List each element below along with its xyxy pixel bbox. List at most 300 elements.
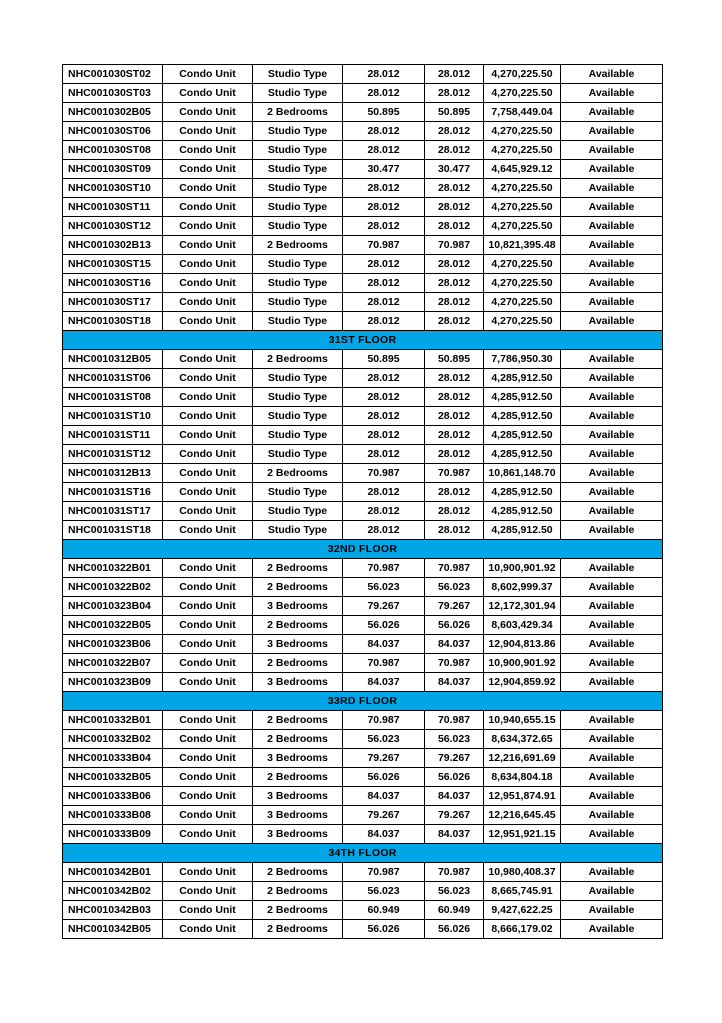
price-cell: 4,270,225.50 bbox=[484, 141, 561, 160]
status-cell: Available bbox=[561, 407, 663, 426]
table-row bbox=[63, 312, 663, 331]
status-cell: Available bbox=[561, 141, 663, 160]
saleable-area-cell: 28.012 bbox=[425, 388, 484, 407]
unit-code-cell: NHC001030ST08 bbox=[63, 141, 163, 160]
table-row bbox=[63, 787, 663, 806]
floor-header-row bbox=[63, 540, 663, 559]
unit-type-cell: Studio Type bbox=[253, 407, 343, 426]
unit-code-cell: NHC0010312B05 bbox=[63, 350, 163, 369]
table-row bbox=[63, 711, 663, 730]
category-cell: Condo Unit bbox=[163, 122, 253, 141]
unit-code-cell: NHC001030ST06 bbox=[63, 122, 163, 141]
category-cell: Condo Unit bbox=[163, 578, 253, 597]
status-cell: Available bbox=[561, 464, 663, 483]
category-cell: Condo Unit bbox=[163, 407, 253, 426]
unit-type-cell: 2 Bedrooms bbox=[253, 901, 343, 920]
unit-type-cell: 3 Bedrooms bbox=[253, 635, 343, 654]
category-cell: Condo Unit bbox=[163, 312, 253, 331]
saleable-area-cell: 28.012 bbox=[425, 502, 484, 521]
price-cell: 12,216,645.45 bbox=[484, 806, 561, 825]
unit-code-cell: NHC001030ST16 bbox=[63, 274, 163, 293]
status-cell: Available bbox=[561, 274, 663, 293]
saleable-area-cell: 28.012 bbox=[425, 65, 484, 84]
unit-type-cell: 3 Bedrooms bbox=[253, 749, 343, 768]
unit-type-cell: Studio Type bbox=[253, 445, 343, 464]
category-cell: Condo Unit bbox=[163, 597, 253, 616]
unit-type-cell: 3 Bedrooms bbox=[253, 597, 343, 616]
floor-area-cell: 28.012 bbox=[343, 84, 425, 103]
unit-code-cell: NHC0010333B04 bbox=[63, 749, 163, 768]
saleable-area-cell: 79.267 bbox=[425, 749, 484, 768]
table-row bbox=[63, 198, 663, 217]
saleable-area-cell: 28.012 bbox=[425, 274, 484, 293]
unit-type-cell: Studio Type bbox=[253, 198, 343, 217]
floor-area-cell: 79.267 bbox=[343, 806, 425, 825]
status-cell: Available bbox=[561, 597, 663, 616]
price-cell: 8,603,429.34 bbox=[484, 616, 561, 635]
price-cell: 8,602,999.37 bbox=[484, 578, 561, 597]
unit-type-cell: 2 Bedrooms bbox=[253, 236, 343, 255]
unit-type-cell: Studio Type bbox=[253, 179, 343, 198]
status-cell: Available bbox=[561, 882, 663, 901]
unit-code-cell: NHC001031ST08 bbox=[63, 388, 163, 407]
floor-area-cell: 50.895 bbox=[343, 103, 425, 122]
table-row bbox=[63, 825, 663, 844]
floor-area-cell: 28.012 bbox=[343, 217, 425, 236]
floor-area-cell: 56.026 bbox=[343, 768, 425, 787]
unit-type-cell: 3 Bedrooms bbox=[253, 806, 343, 825]
table-row bbox=[63, 616, 663, 635]
floor-area-cell: 50.895 bbox=[343, 350, 425, 369]
table-row bbox=[63, 426, 663, 445]
floor-area-cell: 70.987 bbox=[343, 236, 425, 255]
unit-code-cell: NHC0010302B05 bbox=[63, 103, 163, 122]
category-cell: Condo Unit bbox=[163, 445, 253, 464]
status-cell: Available bbox=[561, 426, 663, 445]
floor-area-cell: 28.012 bbox=[343, 388, 425, 407]
unit-code-cell: NHC0010342B02 bbox=[63, 882, 163, 901]
status-cell: Available bbox=[561, 160, 663, 179]
saleable-area-cell: 56.026 bbox=[425, 768, 484, 787]
floor-area-cell: 56.023 bbox=[343, 578, 425, 597]
unit-type-cell: Studio Type bbox=[253, 217, 343, 236]
floor-area-cell: 28.012 bbox=[343, 274, 425, 293]
saleable-area-cell: 30.477 bbox=[425, 160, 484, 179]
price-cell: 10,821,395.48 bbox=[484, 236, 561, 255]
category-cell: Condo Unit bbox=[163, 768, 253, 787]
saleable-area-cell: 28.012 bbox=[425, 312, 484, 331]
status-cell: Available bbox=[561, 388, 663, 407]
floor-area-cell: 70.987 bbox=[343, 654, 425, 673]
floor-area-cell: 30.477 bbox=[343, 160, 425, 179]
unit-type-cell: 3 Bedrooms bbox=[253, 825, 343, 844]
table-row bbox=[63, 901, 663, 920]
floor-area-cell: 28.012 bbox=[343, 293, 425, 312]
status-cell: Available bbox=[561, 369, 663, 388]
floor-area-cell: 28.012 bbox=[343, 198, 425, 217]
unit-type-cell: 2 Bedrooms bbox=[253, 616, 343, 635]
unit-code-cell: NHC001031ST10 bbox=[63, 407, 163, 426]
unit-code-cell: NHC0010342B01 bbox=[63, 863, 163, 882]
table-row bbox=[63, 730, 663, 749]
floor-area-cell: 70.987 bbox=[343, 863, 425, 882]
price-cell: 4,285,912.50 bbox=[484, 502, 561, 521]
category-cell: Condo Unit bbox=[163, 806, 253, 825]
category-cell: Condo Unit bbox=[163, 559, 253, 578]
saleable-area-cell: 84.037 bbox=[425, 635, 484, 654]
unit-code-cell: NHC0010323B09 bbox=[63, 673, 163, 692]
status-cell: Available bbox=[561, 122, 663, 141]
unit-type-cell: Studio Type bbox=[253, 521, 343, 540]
category-cell: Condo Unit bbox=[163, 483, 253, 502]
saleable-area-cell: 56.023 bbox=[425, 578, 484, 597]
floor-area-cell: 28.012 bbox=[343, 141, 425, 160]
floor-area-cell: 70.987 bbox=[343, 711, 425, 730]
saleable-area-cell: 70.987 bbox=[425, 654, 484, 673]
status-cell: Available bbox=[561, 255, 663, 274]
price-cell: 7,786,950.30 bbox=[484, 350, 561, 369]
unit-code-cell: NHC001030ST11 bbox=[63, 198, 163, 217]
unit-code-cell: NHC001030ST15 bbox=[63, 255, 163, 274]
unit-type-cell: 3 Bedrooms bbox=[253, 787, 343, 806]
price-cell: 4,270,225.50 bbox=[484, 65, 561, 84]
table-row bbox=[63, 65, 663, 84]
price-cell: 12,216,691.69 bbox=[484, 749, 561, 768]
unit-code-cell: NHC0010333B09 bbox=[63, 825, 163, 844]
status-cell: Available bbox=[561, 521, 663, 540]
saleable-area-cell: 28.012 bbox=[425, 179, 484, 198]
saleable-area-cell: 28.012 bbox=[425, 141, 484, 160]
category-cell: Condo Unit bbox=[163, 255, 253, 274]
floor-header-label: 32ND FLOOR bbox=[63, 540, 663, 559]
category-cell: Condo Unit bbox=[163, 179, 253, 198]
unit-type-cell: Studio Type bbox=[253, 369, 343, 388]
unit-type-cell: 2 Bedrooms bbox=[253, 920, 343, 939]
table-row bbox=[63, 369, 663, 388]
table-row bbox=[63, 502, 663, 521]
unit-code-cell: NHC0010332B02 bbox=[63, 730, 163, 749]
floor-area-cell: 84.037 bbox=[343, 635, 425, 654]
price-cell: 10,861,148.70 bbox=[484, 464, 561, 483]
floor-header-row bbox=[63, 331, 663, 350]
floor-area-cell: 84.037 bbox=[343, 673, 425, 692]
saleable-area-cell: 56.026 bbox=[425, 920, 484, 939]
unit-code-cell: NHC0010342B05 bbox=[63, 920, 163, 939]
table-row bbox=[63, 84, 663, 103]
price-cell: 10,900,901.92 bbox=[484, 559, 561, 578]
floor-area-cell: 28.012 bbox=[343, 483, 425, 502]
category-cell: Condo Unit bbox=[163, 502, 253, 521]
unit-code-cell: NHC0010342B03 bbox=[63, 901, 163, 920]
status-cell: Available bbox=[561, 103, 663, 122]
price-cell: 4,645,929.12 bbox=[484, 160, 561, 179]
saleable-area-cell: 79.267 bbox=[425, 806, 484, 825]
unit-type-cell: 2 Bedrooms bbox=[253, 711, 343, 730]
table-row bbox=[63, 578, 663, 597]
table-row bbox=[63, 255, 663, 274]
price-cell: 12,904,813.86 bbox=[484, 635, 561, 654]
floor-area-cell: 56.023 bbox=[343, 882, 425, 901]
status-cell: Available bbox=[561, 559, 663, 578]
status-cell: Available bbox=[561, 483, 663, 502]
status-cell: Available bbox=[561, 236, 663, 255]
unit-code-cell: NHC0010332B01 bbox=[63, 711, 163, 730]
price-cell: 4,285,912.50 bbox=[484, 407, 561, 426]
table-row bbox=[63, 407, 663, 426]
table-row bbox=[63, 122, 663, 141]
unit-type-cell: 2 Bedrooms bbox=[253, 882, 343, 901]
category-cell: Condo Unit bbox=[163, 730, 253, 749]
category-cell: Condo Unit bbox=[163, 654, 253, 673]
category-cell: Condo Unit bbox=[163, 369, 253, 388]
saleable-area-cell: 50.895 bbox=[425, 350, 484, 369]
price-cell: 4,285,912.50 bbox=[484, 369, 561, 388]
unit-code-cell: NHC001030ST10 bbox=[63, 179, 163, 198]
floor-area-cell: 70.987 bbox=[343, 559, 425, 578]
unit-code-cell: NHC001030ST17 bbox=[63, 293, 163, 312]
status-cell: Available bbox=[561, 616, 663, 635]
table-row bbox=[63, 141, 663, 160]
unit-type-cell: Studio Type bbox=[253, 293, 343, 312]
saleable-area-cell: 56.023 bbox=[425, 730, 484, 749]
unit-code-cell: NHC0010322B01 bbox=[63, 559, 163, 578]
category-cell: Condo Unit bbox=[163, 388, 253, 407]
saleable-area-cell: 84.037 bbox=[425, 673, 484, 692]
saleable-area-cell: 28.012 bbox=[425, 426, 484, 445]
saleable-area-cell: 70.987 bbox=[425, 559, 484, 578]
status-cell: Available bbox=[561, 730, 663, 749]
status-cell: Available bbox=[561, 901, 663, 920]
unit-code-cell: NHC0010322B07 bbox=[63, 654, 163, 673]
price-cell: 12,172,301.94 bbox=[484, 597, 561, 616]
category-cell: Condo Unit bbox=[163, 84, 253, 103]
saleable-area-cell: 56.023 bbox=[425, 882, 484, 901]
category-cell: Condo Unit bbox=[163, 863, 253, 882]
saleable-area-cell: 28.012 bbox=[425, 293, 484, 312]
saleable-area-cell: 28.012 bbox=[425, 369, 484, 388]
floor-area-cell: 79.267 bbox=[343, 597, 425, 616]
status-cell: Available bbox=[561, 711, 663, 730]
category-cell: Condo Unit bbox=[163, 141, 253, 160]
table-row bbox=[63, 236, 663, 255]
floor-header-row bbox=[63, 692, 663, 711]
price-cell: 12,951,921.15 bbox=[484, 825, 561, 844]
price-cell: 8,665,745.91 bbox=[484, 882, 561, 901]
category-cell: Condo Unit bbox=[163, 787, 253, 806]
price-cell: 4,270,225.50 bbox=[484, 274, 561, 293]
floor-area-cell: 28.012 bbox=[343, 369, 425, 388]
floor-area-cell: 28.012 bbox=[343, 502, 425, 521]
category-cell: Condo Unit bbox=[163, 616, 253, 635]
unit-type-cell: 2 Bedrooms bbox=[253, 768, 343, 787]
saleable-area-cell: 70.987 bbox=[425, 711, 484, 730]
table-body bbox=[63, 65, 663, 939]
category-cell: Condo Unit bbox=[163, 521, 253, 540]
unit-code-cell: NHC001030ST18 bbox=[63, 312, 163, 331]
price-cell: 4,285,912.50 bbox=[484, 445, 561, 464]
category-cell: Condo Unit bbox=[163, 901, 253, 920]
unit-type-cell: 2 Bedrooms bbox=[253, 559, 343, 578]
price-cell: 4,270,225.50 bbox=[484, 312, 561, 331]
category-cell: Condo Unit bbox=[163, 293, 253, 312]
status-cell: Available bbox=[561, 806, 663, 825]
unit-code-cell: NHC0010302B13 bbox=[63, 236, 163, 255]
unit-code-cell: NHC001030ST12 bbox=[63, 217, 163, 236]
unit-code-cell: NHC0010323B04 bbox=[63, 597, 163, 616]
unit-type-cell: Studio Type bbox=[253, 65, 343, 84]
saleable-area-cell: 28.012 bbox=[425, 198, 484, 217]
category-cell: Condo Unit bbox=[163, 274, 253, 293]
status-cell: Available bbox=[561, 863, 663, 882]
price-cell: 8,634,372.65 bbox=[484, 730, 561, 749]
status-cell: Available bbox=[561, 654, 663, 673]
floor-area-cell: 28.012 bbox=[343, 521, 425, 540]
unit-code-cell: NHC001031ST16 bbox=[63, 483, 163, 502]
price-cell: 4,270,225.50 bbox=[484, 122, 561, 141]
table-row bbox=[63, 559, 663, 578]
floor-area-cell: 28.012 bbox=[343, 312, 425, 331]
category-cell: Condo Unit bbox=[163, 464, 253, 483]
floor-header-label: 31ST FLOOR bbox=[63, 331, 663, 350]
floor-area-cell: 28.012 bbox=[343, 122, 425, 141]
saleable-area-cell: 70.987 bbox=[425, 863, 484, 882]
floor-header-label: 34TH FLOOR bbox=[63, 844, 663, 863]
status-cell: Available bbox=[561, 198, 663, 217]
saleable-area-cell: 60.949 bbox=[425, 901, 484, 920]
saleable-area-cell: 28.012 bbox=[425, 445, 484, 464]
unit-type-cell: 2 Bedrooms bbox=[253, 654, 343, 673]
unit-type-cell: Studio Type bbox=[253, 312, 343, 331]
table-row bbox=[63, 521, 663, 540]
table-row bbox=[63, 388, 663, 407]
unit-code-cell: NHC001031ST06 bbox=[63, 369, 163, 388]
unit-type-cell: Studio Type bbox=[253, 160, 343, 179]
price-cell: 4,270,225.50 bbox=[484, 293, 561, 312]
saleable-area-cell: 28.012 bbox=[425, 407, 484, 426]
status-cell: Available bbox=[561, 445, 663, 464]
price-cell: 4,270,225.50 bbox=[484, 255, 561, 274]
table-row bbox=[63, 673, 663, 692]
price-cell: 8,634,804.18 bbox=[484, 768, 561, 787]
table-row bbox=[63, 654, 663, 673]
floor-area-cell: 56.023 bbox=[343, 730, 425, 749]
price-cell: 4,285,912.50 bbox=[484, 388, 561, 407]
price-cell: 4,270,225.50 bbox=[484, 217, 561, 236]
status-cell: Available bbox=[561, 179, 663, 198]
table-row bbox=[63, 160, 663, 179]
floor-area-cell: 28.012 bbox=[343, 255, 425, 274]
saleable-area-cell: 70.987 bbox=[425, 464, 484, 483]
category-cell: Condo Unit bbox=[163, 426, 253, 445]
floor-area-cell: 28.012 bbox=[343, 445, 425, 464]
saleable-area-cell: 28.012 bbox=[425, 521, 484, 540]
category-cell: Condo Unit bbox=[163, 198, 253, 217]
unit-code-cell: NHC001030ST09 bbox=[63, 160, 163, 179]
status-cell: Available bbox=[561, 673, 663, 692]
unit-code-cell: NHC001031ST11 bbox=[63, 426, 163, 445]
price-cell: 12,904,859.92 bbox=[484, 673, 561, 692]
price-cell: 4,285,912.50 bbox=[484, 483, 561, 502]
saleable-area-cell: 28.012 bbox=[425, 84, 484, 103]
table-row bbox=[63, 350, 663, 369]
saleable-area-cell: 56.026 bbox=[425, 616, 484, 635]
unit-code-cell: NHC0010322B05 bbox=[63, 616, 163, 635]
price-cell: 12,951,874.91 bbox=[484, 787, 561, 806]
category-cell: Condo Unit bbox=[163, 350, 253, 369]
price-cell: 8,666,179.02 bbox=[484, 920, 561, 939]
status-cell: Available bbox=[561, 293, 663, 312]
unit-code-cell: NHC0010323B06 bbox=[63, 635, 163, 654]
saleable-area-cell: 79.267 bbox=[425, 597, 484, 616]
floor-area-cell: 56.026 bbox=[343, 616, 425, 635]
unit-type-cell: 2 Bedrooms bbox=[253, 350, 343, 369]
unit-type-cell: 2 Bedrooms bbox=[253, 578, 343, 597]
table-row bbox=[63, 749, 663, 768]
table-row bbox=[63, 483, 663, 502]
category-cell: Condo Unit bbox=[163, 749, 253, 768]
status-cell: Available bbox=[561, 312, 663, 331]
unit-code-cell: NHC0010332B05 bbox=[63, 768, 163, 787]
saleable-area-cell: 28.012 bbox=[425, 255, 484, 274]
status-cell: Available bbox=[561, 749, 663, 768]
category-cell: Condo Unit bbox=[163, 635, 253, 654]
floor-area-cell: 28.012 bbox=[343, 65, 425, 84]
unit-type-cell: 2 Bedrooms bbox=[253, 863, 343, 882]
status-cell: Available bbox=[561, 787, 663, 806]
status-cell: Available bbox=[561, 920, 663, 939]
saleable-area-cell: 28.012 bbox=[425, 217, 484, 236]
table-row bbox=[63, 293, 663, 312]
table-row bbox=[63, 217, 663, 236]
status-cell: Available bbox=[561, 578, 663, 597]
category-cell: Condo Unit bbox=[163, 882, 253, 901]
floor-area-cell: 60.949 bbox=[343, 901, 425, 920]
unit-code-cell: NHC001031ST17 bbox=[63, 502, 163, 521]
unit-type-cell: Studio Type bbox=[253, 141, 343, 160]
price-cell: 4,270,225.50 bbox=[484, 198, 561, 217]
price-cell: 10,980,408.37 bbox=[484, 863, 561, 882]
table-row bbox=[63, 597, 663, 616]
price-cell: 4,285,912.50 bbox=[484, 521, 561, 540]
unit-code-cell: NHC001031ST12 bbox=[63, 445, 163, 464]
status-cell: Available bbox=[561, 768, 663, 787]
unit-type-cell: Studio Type bbox=[253, 388, 343, 407]
table-row bbox=[63, 863, 663, 882]
unit-code-cell: NHC001030ST02 bbox=[63, 65, 163, 84]
unit-code-cell: NHC001030ST03 bbox=[63, 84, 163, 103]
unit-type-cell: Studio Type bbox=[253, 502, 343, 521]
price-cell: 7,758,449.04 bbox=[484, 103, 561, 122]
unit-type-cell: 2 Bedrooms bbox=[253, 730, 343, 749]
floor-header-row bbox=[63, 844, 663, 863]
category-cell: Condo Unit bbox=[163, 673, 253, 692]
table-row bbox=[63, 464, 663, 483]
unit-type-cell: Studio Type bbox=[253, 84, 343, 103]
unit-type-cell: Studio Type bbox=[253, 122, 343, 141]
unit-type-cell: 2 Bedrooms bbox=[253, 103, 343, 122]
table-row bbox=[63, 920, 663, 939]
table-row bbox=[63, 635, 663, 654]
saleable-area-cell: 84.037 bbox=[425, 787, 484, 806]
category-cell: Condo Unit bbox=[163, 825, 253, 844]
status-cell: Available bbox=[561, 635, 663, 654]
saleable-area-cell: 84.037 bbox=[425, 825, 484, 844]
unit-type-cell: Studio Type bbox=[253, 483, 343, 502]
status-cell: Available bbox=[561, 350, 663, 369]
floor-area-cell: 28.012 bbox=[343, 426, 425, 445]
price-cell: 4,285,912.50 bbox=[484, 426, 561, 445]
status-cell: Available bbox=[561, 65, 663, 84]
